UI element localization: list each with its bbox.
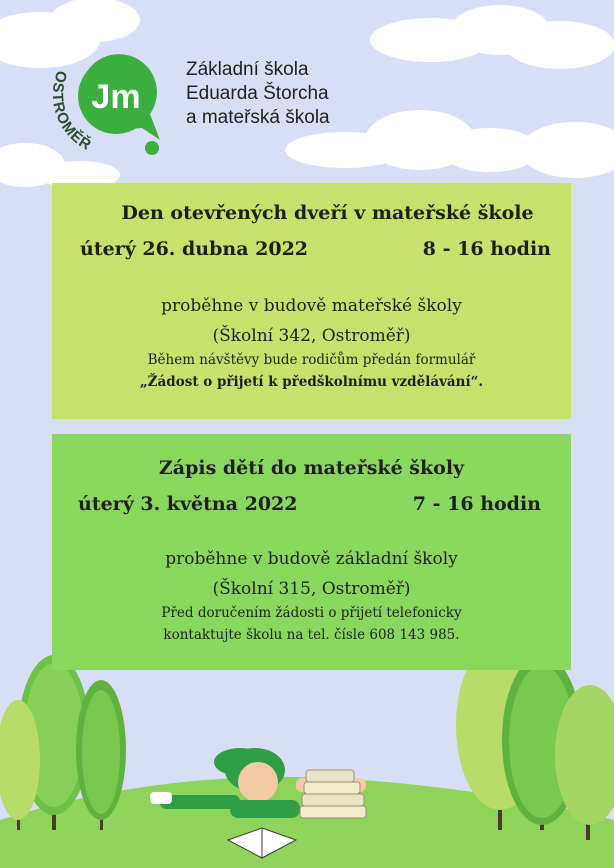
open-day-box	[52, 183, 571, 419]
logo-town-text: OSTROMĚŘ	[48, 68, 95, 155]
enrollment-location: proběhne v budově základní školy	[165, 549, 458, 569]
open-day-address: (Školní 342, Ostroměř)	[212, 326, 411, 346]
school-name	[186, 58, 330, 130]
school-name-line: Eduarda Štorcha	[186, 83, 329, 104]
logo-icon	[46, 30, 186, 170]
enrollment-note: kontaktujte školu na tel. čísle 608 143 985.	[163, 627, 460, 643]
open-day-date: úterý 26. dubna 2022	[80, 238, 309, 260]
open-day-note: „Žádost o přijetí k předškolnímu vzdělávání“.	[139, 374, 484, 390]
open-day-title: Den otevřených dveří v mateřské škole	[121, 202, 534, 224]
logo-mark: Jm	[91, 78, 141, 116]
open-day-time: 8 - 16 hodin	[422, 238, 551, 260]
enrollment-datetime	[52, 492, 571, 516]
enrollment-title: Zápis dětí do mateřské školy	[158, 457, 465, 479]
open-day-datetime	[52, 237, 571, 261]
open-day-note: Během návštěvy bude rodičům předán formulář	[147, 352, 476, 368]
enrollment-address: (Školní 315, Ostroměř)	[212, 579, 411, 599]
school-name-line: a mateřská škola	[186, 107, 330, 128]
enrollment-date: úterý 3. května 2022	[78, 493, 298, 515]
open-day-location: proběhne v budově mateřské školy	[161, 296, 462, 316]
enrollment-time: 7 - 16 hodin	[412, 493, 541, 515]
enrollment-note: Před doručením žádosti o přijetí telefonicky	[161, 605, 462, 621]
enrollment-box	[52, 434, 571, 670]
school-name-line: Základní škola	[186, 59, 309, 80]
